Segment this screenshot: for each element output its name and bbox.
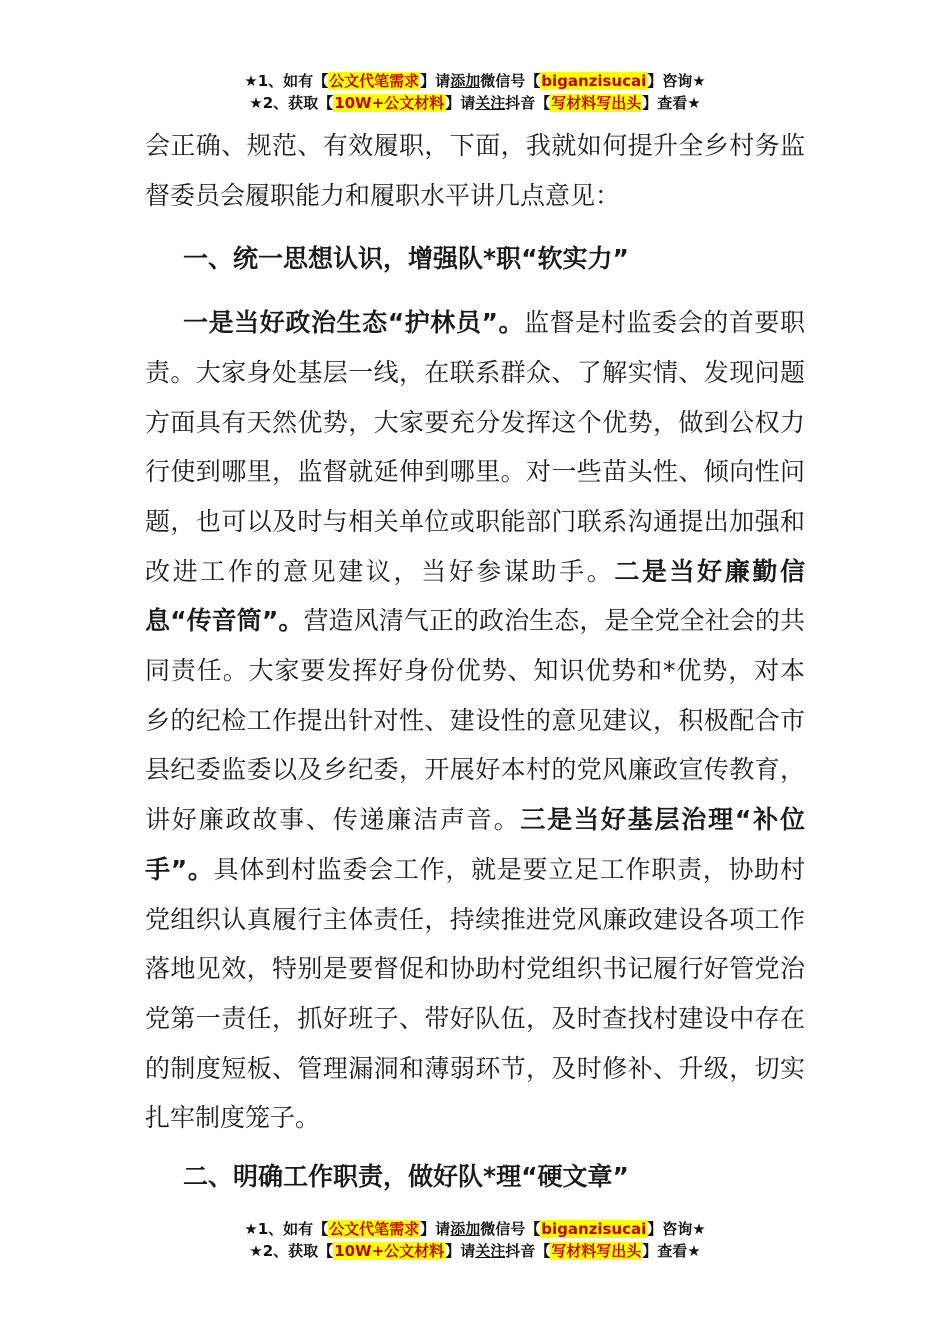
- point-2-title: 二是当好廉勤信息“传音筒”。: [145, 556, 805, 636]
- highlight-wechat-id: biganzisucai: [541, 72, 647, 90]
- banner-line-1: ★1、如有【公文代笔需求】请添加微信号【biganzisucai】咨询★: [244, 72, 706, 90]
- intro-paragraph: 会正确、规范、有效履职，下面，我就如何提升全乡村务监督委员会履职能力和履职水平讲几点意见：: [145, 131, 805, 210]
- highlight-douyin: 写材料写出头: [551, 94, 642, 112]
- document-body: [145, 121, 805, 1143]
- point-1-text: 监督是村监委会的首要职责。大家身处基层一线，在联系群众、了解实情、发现问题方面具有天然优势，大家要充分发挥这个优势，做到公权力行使到哪里，监督就延伸到哪里。对一些苗头性、倾向性问题，也可以及时与相关单位或职能部门联系沟通提出加强和改进工作的意见建议，当好参谋助手。: [145, 308, 805, 586]
- point-2-text: 营造风清气正的政治生态，是全党全社会的共同责任。大家要发挥好身份优势、知识优势和*优势，对本乡的纪检工作提出针对性、建设性的意见建议，积极配合市县纪委监委以及乡纪委，开展好本村的党风廉政宣传教育，讲好廉政故事、传递廉洁声音。: [145, 606, 805, 835]
- highlight-materials: 10W+公文材料: [334, 94, 445, 112]
- banner-line-1: ★1、如有【公文代笔需求】请添加微信号【biganzisucai】咨询★: [244, 1220, 706, 1238]
- banner-line-2: ★2、获取【10W+公文材料】请关注抖音【写材料写出头】查看★: [249, 94, 701, 112]
- section-heading-2: 二、明确工作职责，做好队*理“硬文章”: [183, 1162, 629, 1191]
- highlight-douyin: 写材料写出头: [551, 1242, 642, 1260]
- section-heading-1: 一、统一思想认识，增强队*职“软实力”: [183, 244, 629, 274]
- highlight-wechat-id: biganzisucai: [541, 1220, 647, 1238]
- highlight-ghostwriting: 公文代笔需求: [329, 1220, 420, 1238]
- header-banner: [0, 70, 950, 114]
- banner-line-2: ★2、获取【10W+公文材料】请关注抖音【写材料写出头】查看★: [249, 1242, 701, 1260]
- highlight-materials: 10W+公文材料: [334, 1242, 445, 1260]
- body-paragraph: [145, 298, 805, 1143]
- highlight-ghostwriting: 公文代笔需求: [329, 72, 420, 90]
- point-3-text: 具体到村监委会工作，就是要立足工作职责，协助村党组织认真履行主体责任，持续推进党风廉政建设各项工作落地见效，特别是要督促和协助村党组织书记履行好管党治党第一责任，抓好班子、带好队伍，及时查找村建设中存在的制度短板、管理漏洞和薄弱环节，及时修补、升级，切实扎牢制度笼子。: [145, 854, 805, 1133]
- footer-banner: [0, 1218, 950, 1262]
- point-1-title: 一是当好政治生态“护林员”。: [183, 308, 525, 338]
- point-3-title: 三是当好基层治理“补位手”。: [145, 805, 805, 884]
